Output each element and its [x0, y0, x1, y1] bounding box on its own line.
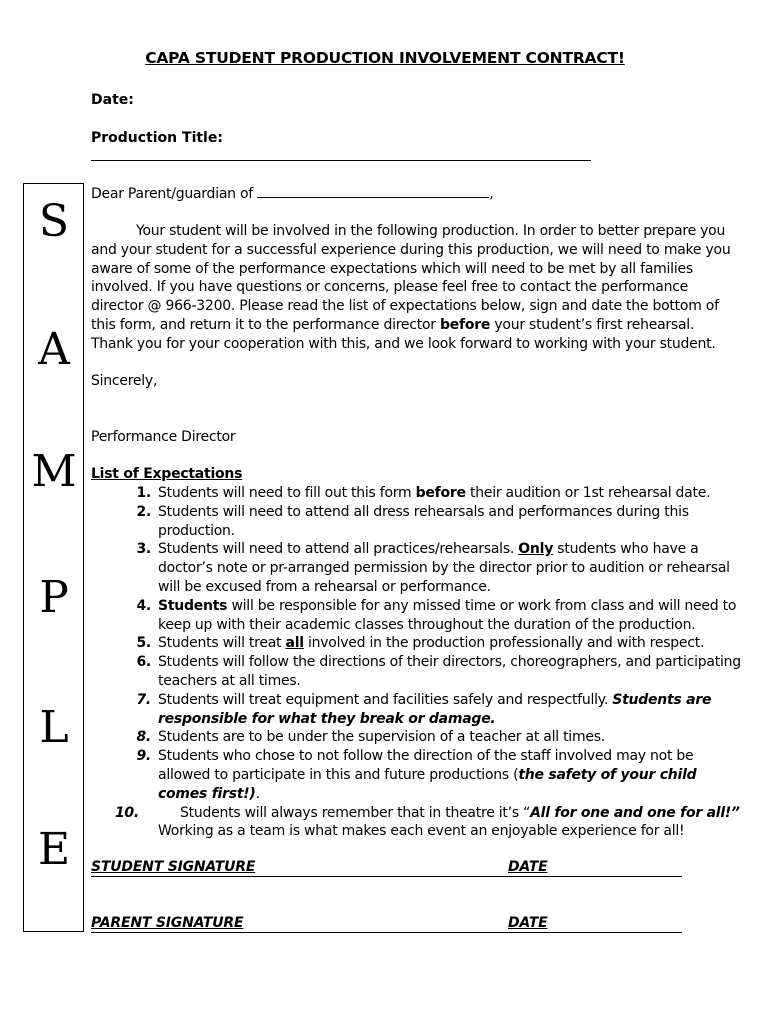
item-number: 2. — [136, 503, 151, 520]
item-text: Students will treat — [158, 635, 282, 652]
expectations-list — [91, 484, 741, 841]
item-text: . — [255, 785, 260, 802]
sample-letter-e: E — [37, 824, 71, 875]
item-number: 5. — [136, 635, 151, 652]
item-bold-text: the safety of your child comes first!) — [158, 766, 697, 802]
intro-text-part2: your student’s first rehearsal. Thank you for your cooperation with this, and we look forward to working with your student. — [91, 316, 716, 352]
item-number: 1. — [136, 485, 151, 501]
item-bold-text: Students are responsible for what they break or damage. — [158, 691, 712, 727]
item-text: Students who chose to not follow the direction of the staff involved may not be allowed to participate in this and future productions ( — [158, 748, 694, 783]
item-number: 10. — [114, 804, 139, 821]
expectation-item — [91, 691, 741, 729]
item-text: students who have a doctor’s note or pr-arranged permission by the director prior to audition or rehearsal will be excused from a rehearsal or performance. — [158, 541, 730, 595]
student-signature-label: STUDENT SIGNATURE — [91, 859, 256, 875]
sample-watermark-box — [23, 183, 84, 932]
expectation-item — [91, 653, 741, 691]
item-text: Students will follow the directions of their directors, choreographers, and participating teachers at all times. — [158, 654, 741, 689]
expectation-item — [91, 747, 741, 803]
sample-letter-p: P — [39, 572, 69, 623]
item-text: involved in the production professionally and with respect. — [308, 635, 705, 652]
item-number: 9. — [136, 748, 151, 765]
expectation-item — [91, 728, 741, 747]
item-number: 7. — [136, 691, 151, 708]
greeting-comma: , — [489, 186, 494, 202]
item-number: 6. — [136, 654, 151, 671]
sample-letter-m: M — [31, 446, 77, 497]
production-title-line — [91, 160, 591, 161]
item-text: Students will always remember that in theatre it’s “ — [180, 804, 531, 821]
expectations-heading: List of Expectations — [91, 466, 243, 482]
item-text: Students will need to attend all dress rehearsals and performances during this production. — [158, 503, 689, 539]
student-name-line — [257, 185, 489, 198]
expectation-item — [91, 804, 741, 842]
greeting-line — [91, 185, 493, 204]
greeting-text: Dear Parent/guardian of — [91, 186, 253, 202]
item-number: 4. — [136, 597, 151, 614]
item-bold-text: Students — [158, 597, 228, 614]
production-title-label: Production Title: — [91, 130, 223, 146]
intro-bold-before: before — [440, 316, 491, 333]
intro-paragraph — [91, 222, 736, 354]
item-bold-text: all — [285, 635, 304, 652]
expectation-item — [91, 484, 741, 503]
item-text: Working as a team is what makes each event an enjoyable experience for all! — [158, 823, 685, 840]
item-bold-text: Only — [518, 541, 554, 558]
item-number: 8. — [136, 729, 151, 746]
expectation-item — [91, 540, 741, 596]
parent-date-label: DATE — [508, 915, 548, 931]
item-text: their audition or 1st rehearsal date. — [469, 485, 711, 501]
performance-director-text: Performance Director — [91, 429, 236, 445]
item-text: Students will treat equipment and facilities safely and respectfully. — [158, 691, 609, 708]
expectation-item — [91, 634, 741, 653]
sample-letter-l: L — [39, 702, 69, 753]
expectation-item — [91, 503, 741, 541]
item-bold-text: before — [415, 485, 466, 501]
sample-letter-a: A — [38, 324, 70, 375]
document-title: CAPA STUDENT PRODUCTION INVOLVEMENT CONTRACT! — [145, 49, 625, 67]
parent-signature-label: PARENT SIGNATURE — [91, 915, 244, 931]
date-label: Date: — [91, 92, 134, 108]
item-number: 3. — [136, 541, 151, 558]
closing-text: Sincerely, — [91, 373, 158, 389]
item-bold-text: All for one and one for all!” — [530, 804, 740, 821]
item-text: Students are to be under the supervision of a teacher at all times. — [158, 729, 605, 746]
student-date-label: DATE — [508, 859, 548, 875]
item-text: Students will need to fill out this form — [158, 485, 412, 501]
item-text: Students will need to attend all practices/rehearsals. — [158, 541, 515, 558]
student-signature-line — [91, 876, 682, 877]
intro-text-part1: Your student will be involved in the following production. In order to better prepare you and your student for a successful experience during this production, we will need to make you aware of some of the performance expectations which will need to be met by all families involved. If you have questions or concerns, please feel free to contact the performance director @ 966-3200. Please read the list of expectations below, sign and date the bottom of this form, and return it to the performance director — [91, 223, 731, 333]
sample-letter-s: S — [38, 196, 70, 247]
expectation-item — [91, 597, 741, 635]
parent-signature-line — [91, 932, 682, 933]
item-text: will be responsible for any missed time or work from class and will need to keep up with their academic classes throughout the duration of the production. — [158, 597, 737, 633]
